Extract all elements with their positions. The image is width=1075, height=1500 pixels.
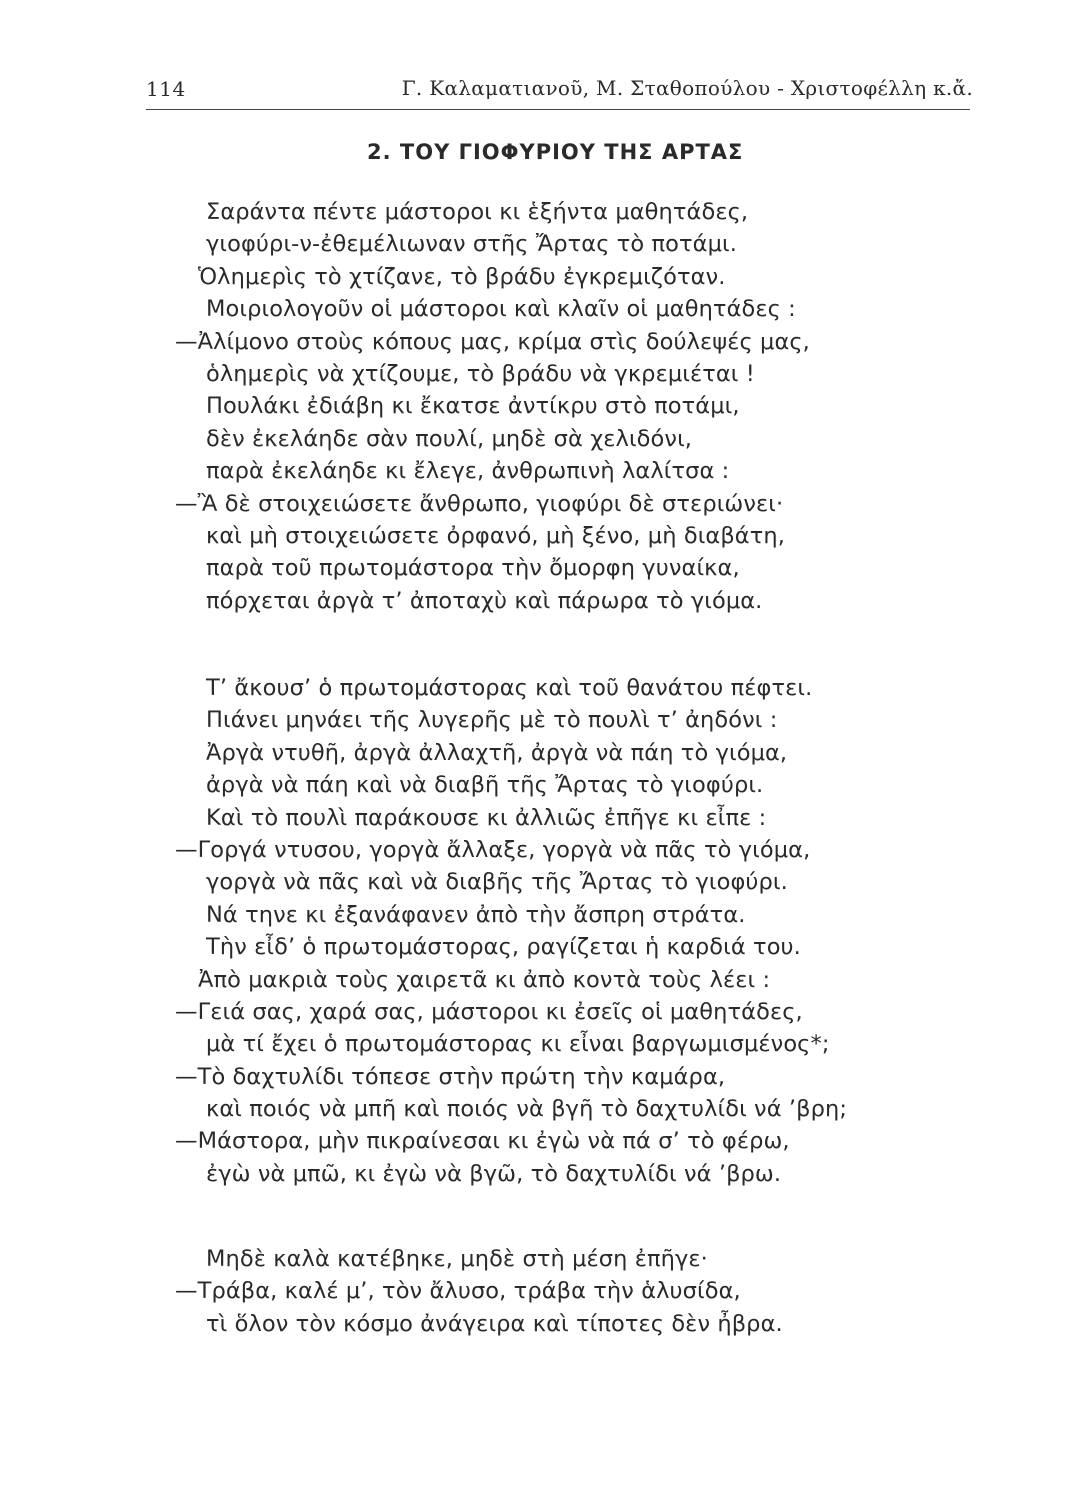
running-head: Γ. Καλαματιανοῦ, Μ. Σταθοπούλου - Χριστοφέλλη κ.ἄ. xyxy=(401,76,973,100)
verse-line: ἐγὼ νὰ μπῶ, κι ἐγὼ νὰ βγῶ, τὸ δαχτυλίδι νά ’βρω. xyxy=(206,1160,782,1187)
verse-line: Ἀργὰ ντυθῆ, ἀργὰ ἀλλαχτῆ, ἀργὰ νὰ πάη τὸ γιόμα, xyxy=(206,739,788,766)
verse-line: —Μάστορα, μὴν πικραίνεσαι κι ἐγὼ νὰ πά σ’ τὸ φέρω, xyxy=(175,1128,790,1155)
stanza-2 xyxy=(175,672,848,1190)
verse-line: —Γειά σας, χαρά σας, μάστοροι κι ἐσεῖς οἱ μαθητάδες, xyxy=(175,998,803,1025)
verse-line: Ὁλημερὶς τὸ χτίζανε, τὸ βράδυ ἐγκρεμιζόταν. xyxy=(198,263,726,290)
header-rule xyxy=(146,109,970,110)
verse-line: τὶ ὅλον τὸν κόσμο ἀνάγειρα καὶ τίποτες δὲν ἦβρα. xyxy=(206,1310,783,1337)
verse-line: —Ἀλίμονο στοὺς κόπους μας, κρίμα στὶς δούλεψές μας, xyxy=(175,328,810,355)
verse-line: Μηδὲ καλὰ κατέβηκε, μηδὲ στὴ μέση ἐπῆγε· xyxy=(206,1246,708,1272)
stanza-3 xyxy=(175,1243,783,1340)
verse-line: καὶ ποιός νὰ μπῆ καὶ ποιός νὰ βγῆ τὸ δαχτυλίδι νά ’βρη; xyxy=(206,1096,848,1123)
verse-line: παρὰ ἐκελάηδε κι ἔλεγε, ἀνθρωπινὴ λαλίτσα : xyxy=(206,458,730,485)
verse-line: γιοφύρι-ν-ἐθεμέλιωναν στῆς Ἄρτας τὸ ποτάμι. xyxy=(206,231,737,258)
verse-line: Νά τηνε κι ἐξανάφανεν ἀπὸ τὴν ἄσπρη στράτα. xyxy=(206,901,746,928)
verse-line: —Γοργά ντυσου, γοργὰ ἄλλαξε, γοργὰ νὰ πᾶς τὸ γιόμα, xyxy=(175,836,811,863)
verse-line: Ἀπὸ μακριὰ τοὺς χαιρετᾶ κι ἀπὸ κοντὰ τοὺς λέει : xyxy=(198,966,771,993)
verse-line: γοργὰ νὰ πᾶς καὶ νὰ διαβῆς τῆς Ἄρτας τὸ γιοφύρι. xyxy=(206,869,788,896)
verse-line: Τὴν εἶδ’ ὁ πρωτομάστορας, ραγίζεται ἡ καρδιά του. xyxy=(206,934,801,961)
verse-line: Μοιριολογοῦν οἱ μάστοροι καὶ κλαῖν οἱ μαθητάδες : xyxy=(206,296,796,323)
poem-title: 2. ΤΟΥ ΓΙΟΦΥΡΙΟΥ ΤΗΣ ΑΡΤΑΣ xyxy=(367,140,744,164)
verse-line: Σαράντα πέντε μάστοροι κι ἑξήντα μαθητάδες, xyxy=(206,199,749,225)
verse-line: Πουλάκι ἐδιάβη κι ἔκατσε ἀντίκρυ στὸ ποτάμι, xyxy=(206,393,740,420)
verse-line: Τ’ ἄκουσ’ ὁ πρωτομάστορας καὶ τοῦ θανάτου πέφτει. xyxy=(206,675,813,701)
verse-line: —Τράβα, καλέ μ’, τὸν ἄλυσο, τράβα τὴν ἁλυσίδα, xyxy=(175,1278,741,1305)
verse-line: —Ἂ δὲ στοιχειώσετε ἄνθρωπο, γιοφύρι δὲ στεριώνει· xyxy=(175,490,784,517)
verse-line: ὁλημερὶς νὰ χτίζουμε, τὸ βράδυ νὰ γκρεμιέται ! xyxy=(206,360,755,387)
verse-line: —Τὸ δαχτυλίδι τόπεσε στὴν πρώτη τὴν καμάρα, xyxy=(175,1063,726,1090)
verse-line: παρὰ τοῦ πρωτομάστορα τὴν ὄμορφη γυναίκα, xyxy=(206,555,740,582)
verse-line: μὰ τί ἔχει ὁ πρωτομάστορας κι εἶναι βαργωμισμένος*; xyxy=(206,1031,830,1058)
verse-line: Καὶ τὸ πουλὶ παράκουσε κι ἀλλιῶς ἐπῆγε κι εἶπε : xyxy=(206,804,767,831)
verse-line: πόρχεται ἀργὰ τ’ ἀποταχὺ καὶ πάρωρα τὸ γιόμα. xyxy=(206,587,763,614)
verse-line: καὶ μὴ στοιχειώσετε ὀρφανό, μὴ ξένο, μὴ διαβάτη, xyxy=(206,522,785,549)
page-number: 114 xyxy=(146,77,186,101)
verse-line: δὲν ἐκελάηδε σὰν πουλί, μηδὲ σὰ χελιδόνι, xyxy=(206,425,693,452)
stanza-1 xyxy=(175,196,810,617)
verse-line: Πιάνει μηνάει τῆς λυγερῆς μὲ τὸ πουλὶ τ’ ἀηδόνι : xyxy=(206,707,778,734)
verse-line: ἀργὰ νὰ πάη καὶ νὰ διαβῆ τῆς Ἄρτας τὸ γιοφύρι. xyxy=(206,772,764,799)
